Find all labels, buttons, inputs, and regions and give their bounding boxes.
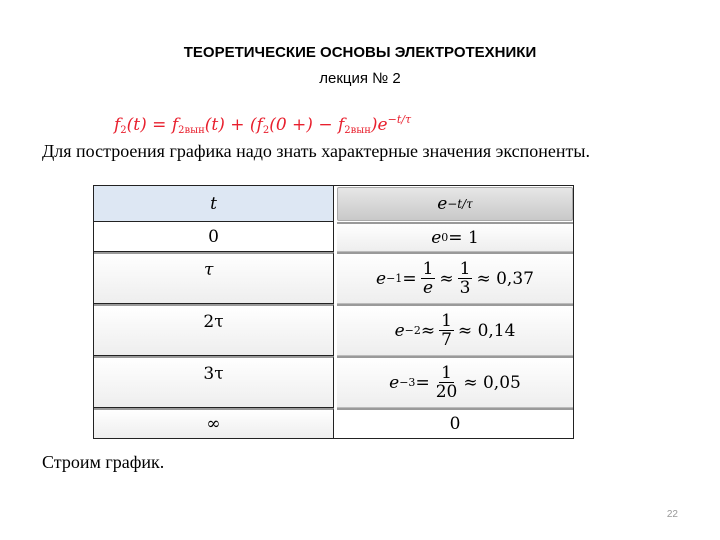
page-number: 22	[666, 509, 678, 520]
header-cell-exp	[337, 187, 573, 221]
formula-term2-sub: 2	[262, 125, 270, 136]
row-3-t: 3τ	[203, 364, 224, 384]
formula-term2: f	[256, 115, 263, 135]
formula-term3: f	[337, 115, 345, 135]
table-row-0-value	[337, 222, 573, 252]
transient-formula	[114, 113, 411, 136]
row-1-den2: 3	[459, 278, 471, 298]
table-row-3-t	[94, 356, 334, 408]
intro-text: Для построения графика надо знать характерные значения экспоненты.	[42, 141, 590, 161]
row-3-base: e	[389, 372, 400, 393]
row-3-eq: =	[415, 372, 430, 393]
row-4-value: 0	[449, 414, 461, 434]
row-1-val: ≈ 0,37	[476, 268, 534, 289]
row-2-num: 1	[441, 311, 452, 331]
formula-lhs-sub: 2	[120, 125, 127, 136]
table-row-3-value	[337, 356, 573, 408]
row-1-t: τ	[204, 260, 214, 280]
formula-term3-arg: )e	[370, 115, 388, 135]
row-3-fraction	[434, 364, 460, 401]
row-0-power: 0	[441, 231, 449, 244]
row-1-fraction-2	[458, 260, 473, 297]
row-1-power: −1	[386, 272, 403, 285]
row-3-power: −3	[399, 376, 416, 389]
row-3-num: 1	[441, 363, 452, 383]
table-row-1-value	[337, 252, 573, 304]
row-2-t: 2τ	[203, 312, 224, 332]
formula-term1-sub: 2вын	[178, 125, 205, 136]
table-row-2-value	[337, 304, 573, 356]
formula-lhs-arg: (t) =	[126, 115, 172, 135]
row-2-val: ≈ 0,14	[457, 320, 516, 341]
row-2-base: e	[394, 320, 405, 341]
row-1-eq: =	[402, 268, 417, 289]
table-row-4-value	[337, 408, 573, 438]
formula-exponent: −t/τ	[387, 113, 412, 126]
row-2-fraction	[439, 312, 454, 349]
row-2-den: 7	[441, 330, 452, 350]
header-exp-base: e	[437, 194, 448, 214]
footer-text: Строим график.	[42, 452, 165, 472]
row-0-t: 0	[208, 226, 219, 247]
row-3-den: 20	[435, 382, 458, 402]
lecture-subtitle: лекция № 2	[319, 70, 401, 87]
row-1-den: e	[422, 278, 433, 298]
formula-term1-arg: (t) + (	[204, 115, 257, 135]
row-1-num2: 1	[459, 259, 471, 279]
row-2-approx: ≈	[420, 320, 436, 341]
row-2-power: −2	[404, 324, 421, 337]
header-cell-t	[94, 186, 334, 222]
row-3-val: ≈ 0,05	[463, 372, 521, 393]
row-1-fraction	[421, 260, 436, 297]
table-row-4-t	[94, 408, 334, 438]
formula-term1: f	[171, 115, 179, 135]
row-1-base: e	[376, 268, 387, 289]
table-row-1-t	[94, 252, 334, 304]
row-1-num: 1	[422, 259, 434, 279]
table-row-0-t	[94, 222, 334, 252]
header-exp-power: −t/τ	[447, 197, 473, 211]
header-t-label: t	[210, 193, 217, 214]
formula-term3-sub: 2вын	[344, 125, 371, 136]
exponent-values-table	[93, 185, 574, 439]
row-0-base: e	[431, 227, 442, 248]
formula-term2-arg: (0 +) −	[269, 115, 338, 135]
row-1-approx: ≈	[439, 268, 454, 289]
formula-lhs: f	[114, 115, 121, 135]
page-title: ТЕОРЕТИЧЕСКИЕ ОСНОВЫ ЭЛЕКТРОТЕХНИКИ	[183, 44, 537, 61]
row-0-rest: = 1	[448, 227, 479, 248]
row-4-t: ∞	[206, 414, 221, 434]
table-row-2-t	[94, 304, 334, 356]
